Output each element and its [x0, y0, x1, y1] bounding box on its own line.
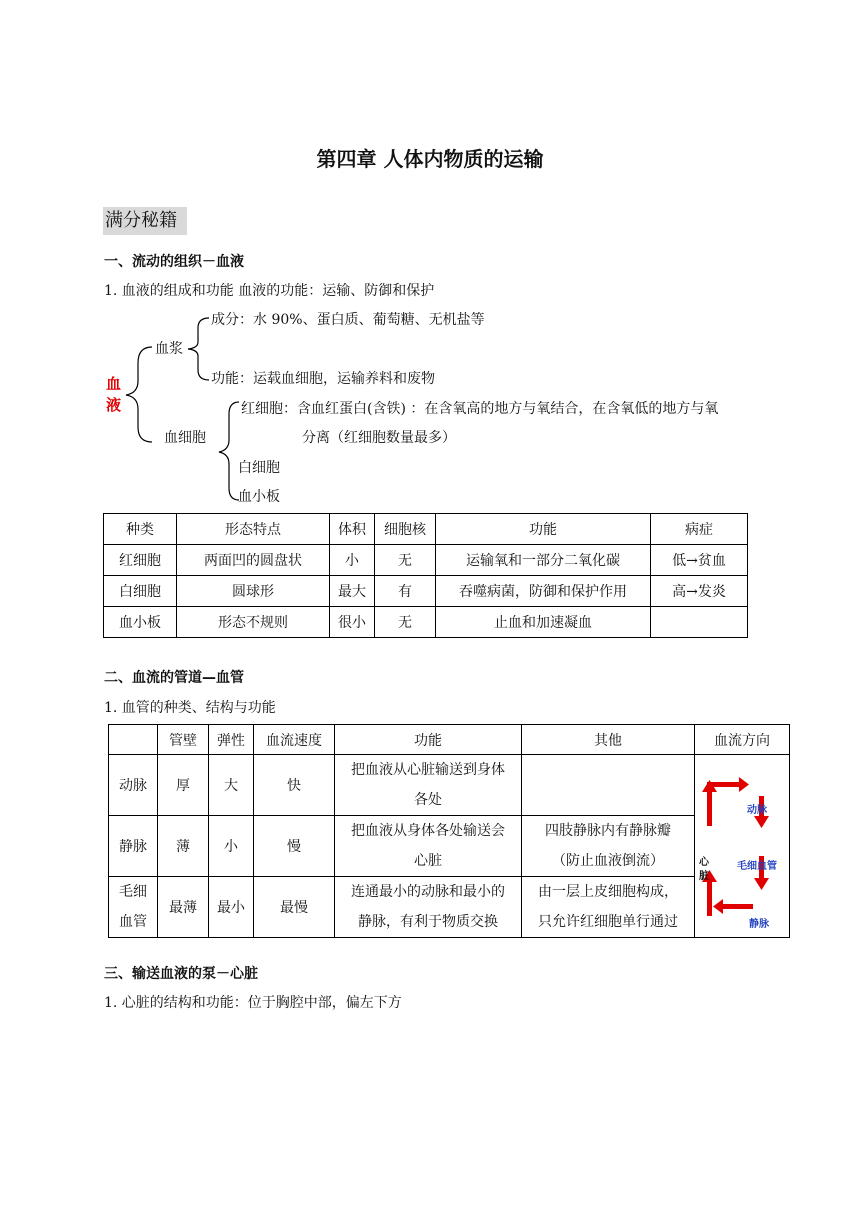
disease-name: 发炎 — [697, 584, 726, 600]
table-cell: 薄 — [158, 816, 209, 877]
flow-arrow-left-bottom — [707, 878, 712, 916]
flow-arrow-left-top — [707, 788, 712, 826]
table-cell: 静脉 — [109, 816, 158, 877]
table-header-cell: 血流速度 — [254, 725, 335, 755]
cell-line: 只允许红细胞单行通过 — [538, 914, 678, 930]
table-header-cell: 病症 — [651, 514, 748, 545]
cell-line: 四肢静脉内有静脉瓣 — [545, 823, 671, 839]
table-cell — [522, 816, 695, 877]
table-cell: 无 — [375, 545, 436, 576]
table-cell — [522, 755, 695, 816]
table-cell: 动脉 — [109, 755, 158, 816]
table-header-row — [104, 514, 748, 545]
vessel-table — [108, 724, 790, 938]
section-1-heading: 一、流动的组织－血液 — [104, 254, 244, 270]
table-cell — [522, 877, 695, 938]
wbc-label: 白细胞 — [238, 460, 280, 476]
table-cell — [335, 816, 522, 877]
table-cell: 最慢 — [254, 877, 335, 938]
cell-line: 静脉，有利于物质交换 — [358, 914, 498, 930]
table-cell — [335, 755, 522, 816]
arrow-head — [754, 878, 769, 890]
table-header-cell: 功能 — [436, 514, 651, 545]
table-cell: 很小 — [330, 607, 375, 638]
section-badge: 满分秘籍 — [103, 207, 187, 235]
table-cell: 无 — [375, 607, 436, 638]
table-cell: 有 — [375, 576, 436, 607]
table-cell: 最大 — [330, 576, 375, 607]
arrow-head — [713, 899, 723, 914]
table-cell: 止血和加速凝血 — [436, 607, 651, 638]
table-cell — [335, 877, 522, 938]
table-row — [104, 576, 748, 607]
table-row — [109, 816, 790, 877]
disease-cell — [651, 545, 748, 576]
arrow-icon: → — [686, 584, 698, 600]
table-row — [109, 755, 790, 816]
table-cell: 形态不规则 — [177, 607, 330, 638]
table-cell: 最薄 — [158, 877, 209, 938]
plasma-brace — [183, 316, 213, 382]
plasma-label: 血浆 — [155, 341, 183, 357]
table-row — [104, 545, 748, 576]
capillary-label: 毛细血管 — [737, 861, 777, 872]
section-3-heading: 三、输送血液的泵－心脏 — [104, 966, 258, 982]
table-row — [104, 607, 748, 638]
table-cell: 慢 — [254, 816, 335, 877]
blood-flow-diagram — [701, 758, 783, 934]
table-header-row — [109, 725, 790, 755]
table-cell: 圆球形 — [177, 576, 330, 607]
vein-label: 静脉 — [749, 919, 769, 930]
plasma-function: 功能：运载血细胞，运输养料和废物 — [211, 371, 435, 387]
table-header-cell: 种类 — [104, 514, 177, 545]
table-header-cell: 细胞核 — [375, 514, 436, 545]
blood-label-1: 血 — [106, 375, 122, 393]
table-header-cell: 功能 — [335, 725, 522, 755]
arrow-head — [739, 777, 749, 792]
artery-label: 动脉 — [747, 805, 767, 816]
flow-arrow-bottom — [721, 904, 753, 909]
cell-line: 血管 — [119, 914, 147, 930]
cell-line: 把血液从身体各处输送会 — [351, 823, 505, 839]
table-cell: 厚 — [158, 755, 209, 816]
table-row — [109, 877, 790, 938]
table-cell: 两面凹的圆盘状 — [177, 545, 330, 576]
table-cell: 白细胞 — [104, 576, 177, 607]
table-cell: 血小板 — [104, 607, 177, 638]
table-header-cell: 形态特点 — [177, 514, 330, 545]
arrow-head — [754, 816, 769, 828]
table-cell: 吞噬病菌，防御和保护作用 — [436, 576, 651, 607]
disease-cell — [651, 576, 748, 607]
table-cell: 小 — [330, 545, 375, 576]
disease-name: 贫血 — [697, 553, 726, 569]
section-2-subheading: 1. 血管的种类、结构与功能 — [104, 700, 276, 716]
section-2-heading: 二、血流的管道—血管 — [104, 670, 244, 686]
platelet-label: 血小板 — [238, 489, 280, 505]
table-cell: 大 — [209, 755, 254, 816]
blood-label-2: 液 — [106, 396, 122, 414]
section-3-subheading: 1. 心脏的结构和功能：位于胸腔中部，偏左下方 — [104, 995, 402, 1011]
cell-line: （防止血液倒流） — [552, 853, 664, 869]
table-cell: 红细胞 — [104, 545, 177, 576]
blood-cells-label: 血细胞 — [164, 430, 206, 446]
heart-label-2: 脏 — [699, 871, 709, 882]
plasma-composition: 成分：水 90%、蛋白质、葡萄糖、无机盐等 — [211, 312, 485, 328]
section-1-subheading: 1. 血液的组成和功能 血液的功能：运输、防御和保护 — [104, 283, 435, 299]
blood-flow-diagram-cell — [695, 755, 790, 938]
blood-brace — [118, 345, 158, 445]
table-cell — [109, 877, 158, 938]
cell-line: 毛细 — [119, 884, 147, 900]
table-header-cell: 管壁 — [158, 725, 209, 755]
rbc-desc: 红细胞：含血红蛋白(含铁) ：在含氧高的地方与氧结合，在含氧低的地方与氧 — [241, 401, 719, 417]
table-header-cell: 体积 — [330, 514, 375, 545]
table-header-cell: 其他 — [522, 725, 695, 755]
cell-line: 各处 — [414, 792, 442, 808]
table-cell: 快 — [254, 755, 335, 816]
table-cell — [651, 607, 748, 638]
table-header-cell: 血流方向 — [695, 725, 790, 755]
arrow-icon: → — [686, 553, 698, 569]
cell-line: 把血液从心脏输送到身体 — [351, 762, 505, 778]
disease-level: 低 — [672, 553, 687, 569]
disease-level: 高 — [672, 584, 687, 600]
page-title: 第四章 人体内物质的运输 — [316, 147, 544, 171]
table-cell: 小 — [209, 816, 254, 877]
cell-line: 由一层上皮细胞构成， — [538, 884, 678, 900]
heart-label-1: 心 — [699, 857, 709, 868]
table-cell: 运输氧和一部分二氧化碳 — [436, 545, 651, 576]
cell-line: 连通最小的动脉和最小的 — [351, 884, 505, 900]
table-header-cell — [109, 725, 158, 755]
table-cell: 最小 — [209, 877, 254, 938]
blood-cell-table — [103, 513, 748, 638]
cell-line: 心脏 — [414, 853, 442, 869]
table-header-cell: 弹性 — [209, 725, 254, 755]
rbc-desc-cont: 分离（红细胞数量最多） — [302, 430, 456, 446]
